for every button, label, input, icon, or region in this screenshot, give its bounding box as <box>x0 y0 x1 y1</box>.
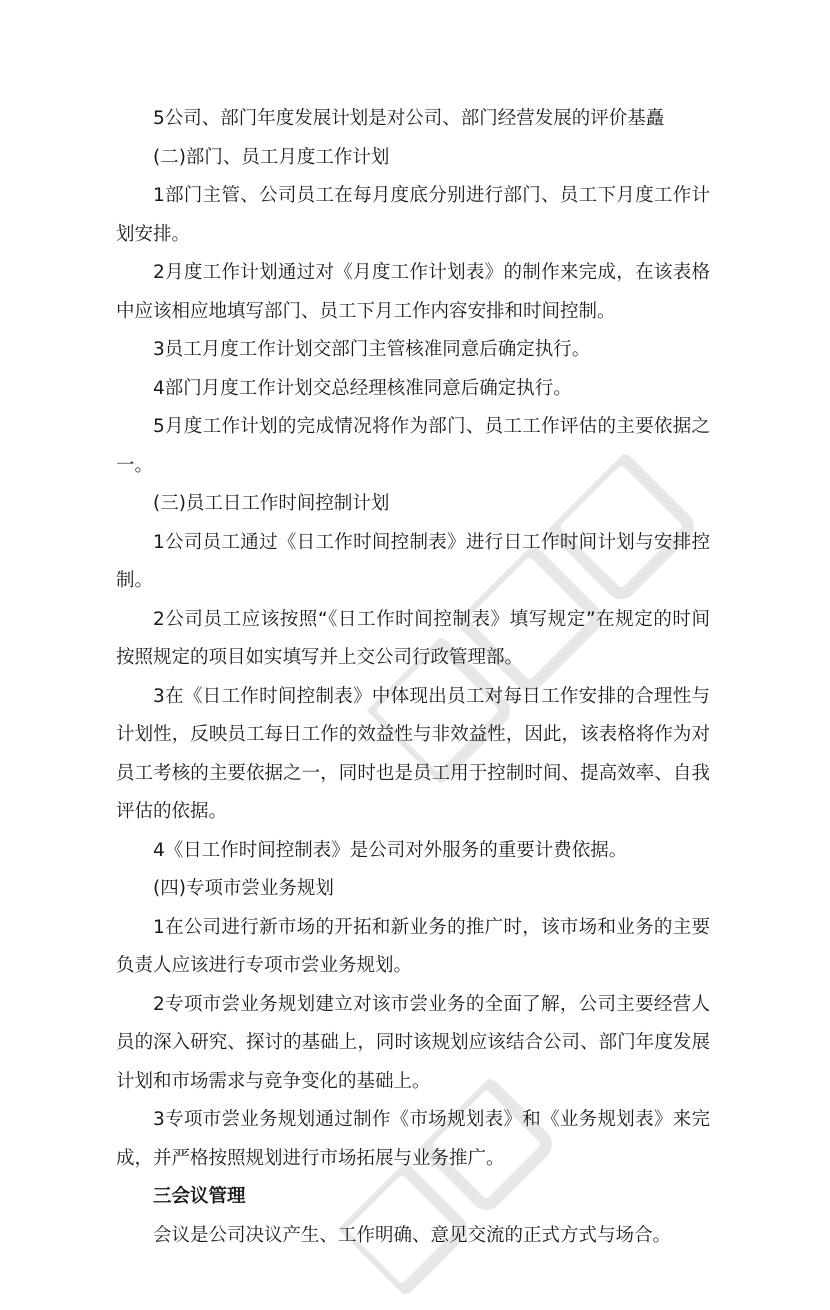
section-heading: (三)员工日工作时间控制计划 <box>153 493 390 514</box>
paragraph: 3专项市尝业务规划通过制作《市场规划表》和《业务规划表》来完成，并严格按照规划进行市场拓展与业务推广。 <box>116 1109 710 1169</box>
paragraph: 5公司、部门年度发展计划是对公司、部门经营发展的评价基矗 <box>153 108 665 129</box>
section-heading: (二)部门、员工月度工作计划 <box>153 146 390 168</box>
paragraph: 会议是公司决议产生、工作明确、意见交流的正式方式与场合。 <box>153 1224 672 1246</box>
paragraph: 1在公司进行新市场的开拓和新业务的推广时，该市场和业务的主要负责人应该进行专项市尝业务规划。 <box>116 916 710 976</box>
paragraph: 1部门主管、公司员工在每月度底分别进行部门、员工下月度工作计划安排。 <box>116 185 710 245</box>
paragraph: 1公司员工通过《日工作时间控制表》进行日工作时间计划与安排控制。 <box>116 531 710 591</box>
paragraph: 3员工月度工作计划交部门主管核准同意后确定执行。 <box>153 339 591 360</box>
paragraph: 2公司员工应该按照“《日工作时间控制表》填写规定”在规定的时间按照规定的项目如实填写并上交公司行政管理部。 <box>116 608 710 668</box>
paragraph: 4部门月度工作计划交总经理核准同意后确定执行。 <box>153 377 572 399</box>
section-heading: (四)专项市尝业务规划 <box>153 878 334 899</box>
chapter-heading: 三会议管理 <box>153 1186 246 1207</box>
paragraph: 2专项市尝业务规划建立对该市尝业务的全面了解，公司主要经营人员的深入研究、探讨的基础上，同时该规划应该结合公司、部门年度发展计划和市场需求与竞争变化的基础上。 <box>116 993 710 1092</box>
paragraph: 2月度工作计划通过对《月度工作计划表》的制作来完成，在该表格中应该相应地填写部门、员工下月工作内容安排和时间控制。 <box>116 262 710 322</box>
document-body <box>116 100 710 1255</box>
paragraph: 4《日工作时间控制表》是公司对外服务的重要计费依据。 <box>153 839 628 861</box>
paragraph: 5月度工作计划的完成情况将作为部门、员工工作评估的主要依据之一。 <box>116 416 710 476</box>
paragraph: 3在《日工作时间控制表》中体现出员工对每日工作安排的合理性与计划性，反映员工每日工作的效益性与非效益性，因此，该表格将作为对员工考核的主要依据之一，同时也是员工用于控制时间、提高效率、自我评估的依据。 <box>116 685 710 822</box>
